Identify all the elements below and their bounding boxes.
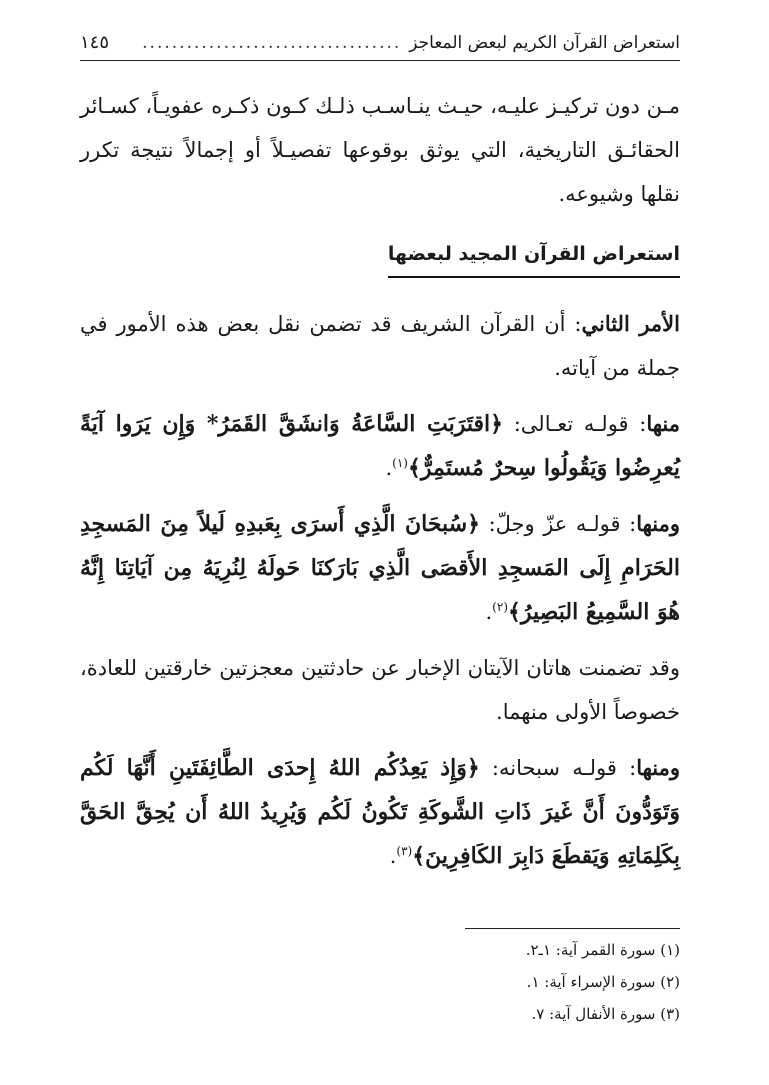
example-1-intro: : قولـه تعـالى: [503,412,647,436]
example-1-end: . [385,456,393,480]
example-1-paragraph [80,402,680,490]
running-title: استعراض القرآن الكريم لبعض المعاجز [409,33,680,53]
footnote-ref-1[interactable]: (١) [392,456,408,470]
example-2-paragraph [80,502,680,634]
leader-dots: ................................... [142,33,402,53]
footnote-3: (٣) سورة الأنفال آية: ٧. [531,1005,680,1023]
example-2-verse: ﴿سُبحَانَ الَّذِي أَسرَى بِعَبدِهِ لَيلاً مِنَ المَسجِدِ الحَرَامِ إِلَى المَسجِدِ الأَقصَى الَّذِي بَارَكنَا حَولَهُ لِنُرِيَهُ مِن آيَاتِنَا إِنَّهُ هُوَ السَّمِيعُ البَصِيرُ﴾ [80,511,680,625]
second-matter-paragraph [80,302,680,390]
intro-paragraph: مـن دون تركيـز عليـه، حيـث ينـاسـب ذلـك كـون ذكـره عفويـاً، كسـائر الحقائـق التاريخية، التي يوثق بوقوعها تفصيـلاً أو إجمالاً نتيجة تكرر نقلها وشيوعه. [80,94,680,206]
example-3-end: . [389,844,397,868]
example-1-verse: ﴿اقتَرَبَتِ السَّاعَةُ وَانشَقَّ القَمَرُ* وَإِن يَرَوا آيَةً يُعرِضُوا وَيَقُولُوا سِحرٌ مُستَمِرٌّ﴾ [80,411,680,481]
example-3-intro: : قولـه سبحانه: [479,756,637,780]
footnote-ref-2[interactable]: (٢) [492,600,508,614]
commentary-paragraph: وقد تضمنت هاتان الآيتان الإخبار عن حادثتين معجزتين خارقتين للعادة، خصوصاً الأولى منهما. [80,656,680,724]
section-heading: استعراض القرآن المجيد لبعضها [388,232,680,278]
example-1-lead: منها [646,411,680,436]
second-matter-text: : أن القرآن الشريف قد تضمن نقل بعض هذه الأمور في جملة من آياته. [80,312,680,380]
body-text [80,84,680,890]
example-3-lead: ومنها [636,755,680,780]
example-3-verse: ﴿وَإِذ يَعِدُكُم اللهُ إِحدَى الطَّائِفَتَينِ أَنَّهَا لَكُم وَتَوَدُّونَ أَنَّ غَيرَ ذَاتِ الشَّوكَةِ تَكُونُ لَكُم وَيُرِيدُ اللهُ أَن يُحِقَّ الحَقَّ بِكَلِمَاتِهِ وَيَقطَعَ دَابِرَ الكَافِرِينَ﴾ [80,755,680,869]
second-matter-lead: الأمر الثاني [581,311,680,336]
footnote-2: (٢) سورة الإسراء آية: ١. [526,973,680,991]
example-2-intro: : قولـه عزّ وجلّ: [480,512,637,536]
example-2-lead: ومنها [636,511,680,536]
page-number: ١٤٥ [80,32,110,53]
example-3-paragraph [80,746,680,878]
example-2-end: . [485,600,493,624]
footnote-divider [465,928,680,929]
section-heading-wrap [80,228,680,292]
footnote-ref-3[interactable]: (٣) [396,844,413,858]
footnote-1: (١) سورة القمر آية: ١ـ٢. [525,941,680,959]
footnotes [80,936,680,1032]
running-header [80,26,680,61]
book-page [80,0,680,1085]
